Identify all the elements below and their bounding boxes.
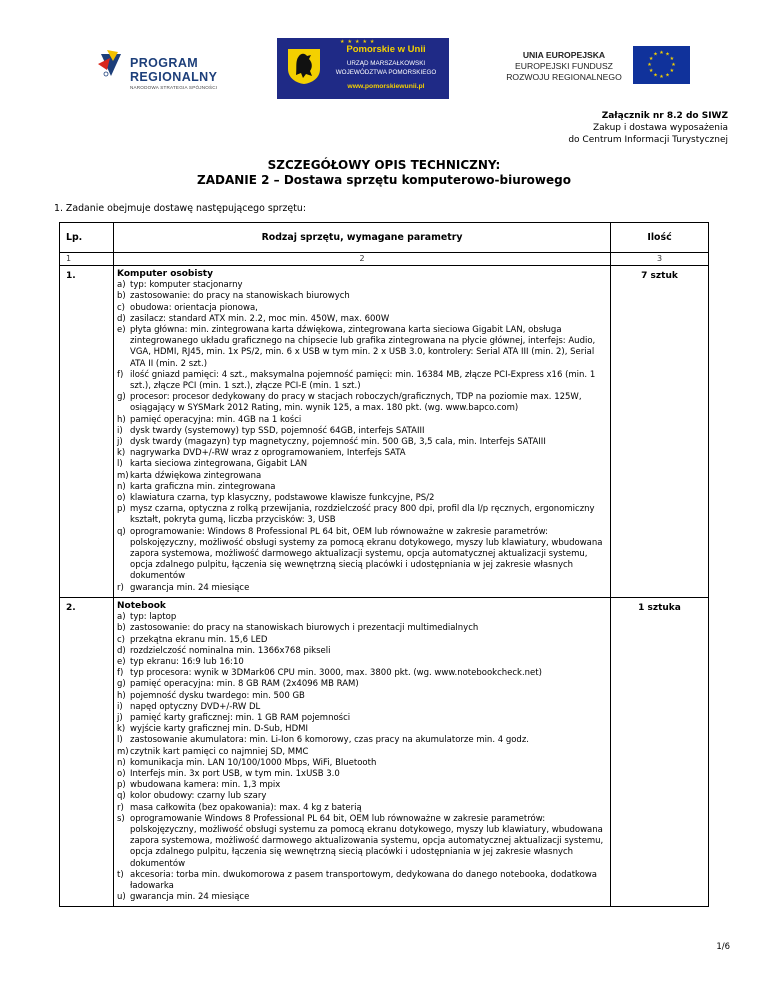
spec-list-item <box>117 314 606 325</box>
spec-text: wyjście karty graficznej min. D-Sub, HDMI <box>130 724 308 735</box>
spec-text: oprogramowanie Windows 8 Professional PL 64 bit, OEM lub równoważne w zakresie parametrów: polskojęzyczny, możliwość obsługi systemu za pomocą ekranu dotykowego, myszy lub klawiatury, wbudowana zapora systemowa, możliwość darmowego aktualizowania systemu, opcja automatycznej aktualizacji systemu, opcja zdalnego pulpitu, łączenia się wewnętrzną siecią placówki i udostępniania w jej zakresie własnych dokumentów <box>130 813 604 869</box>
program-line1: PROGRAM <box>130 56 199 70</box>
spec-marker: g) <box>117 392 126 403</box>
spec-marker: c) <box>117 302 125 313</box>
spec-marker: r) <box>117 802 124 813</box>
griffin-crest-icon <box>286 47 322 85</box>
equipment-table <box>59 222 709 907</box>
spec-text: zastosowanie: do pracy na stanowiskach biurowych <box>130 291 350 302</box>
spec-marker: l) <box>117 459 123 470</box>
spec-marker: g) <box>117 679 126 690</box>
spec-text: czytnik kart pamięci co najmniej SD, MMC <box>130 746 309 757</box>
spec-list-item <box>117 325 606 370</box>
spec-marker: m) <box>117 746 129 757</box>
spec-marker: r) <box>117 582 124 593</box>
spec-text: Interfejs min. 3x port USB, w tym min. 1xUSB 3.0 <box>130 768 340 779</box>
spec-list-item <box>117 583 606 594</box>
spec-list-item <box>117 814 606 870</box>
svg-text:★: ★ <box>647 62 652 68</box>
spec-list-item <box>117 504 606 526</box>
document-title <box>0 158 768 188</box>
spec-list-item <box>117 280 606 291</box>
spec-list-item <box>117 291 606 302</box>
spec-list-item <box>117 691 606 702</box>
header-lp: Lp. <box>60 223 114 253</box>
program-line3: NARODOWA STRATEGIA SPÓJNOŚCI <box>130 85 218 90</box>
spec-text: karta graficzna min. zintegrowana <box>130 481 276 492</box>
attachment-target: do Centrum Informacji Turystycznej <box>568 135 728 145</box>
spec-marker: i) <box>117 425 123 436</box>
spec-text: zastosowanie: do pracy na stanowiskach biurowych i prezentacji multimedialnych <box>130 623 479 634</box>
svg-text:★: ★ <box>659 50 664 56</box>
spec-text: gwarancja min. 24 miesiące <box>130 582 250 593</box>
eu-flag-icon <box>633 46 690 84</box>
spec-text: oprogramowanie: Windows 8 Professional PL 64 bit, OEM lub równoważne w zakresie parametrów: polskojęzyczny, możliwość obsługi systemy za pomocą ekranu dotykowego, myszy lub klawiatury, wbudowana zapora systemowa, możliwość darmowego aktualizacji systemu, opcja automatycznej aktualizacji systemu, opcja zdalnego pulpitu, łączenia się wewnętrzną siecią placówki i udostępniania w jej zakresie własnych dokumentów <box>130 526 603 582</box>
header-description: Rodzaj sprzętu, wymagane parametry <box>114 223 611 253</box>
column-number-1: 1 <box>60 253 114 266</box>
attachment-number: Załącznik nr 8.2 do SIWZ <box>601 111 728 121</box>
pomorskie-logo <box>277 38 449 99</box>
svg-text:★: ★ <box>648 56 654 62</box>
spec-marker: e) <box>117 325 126 336</box>
spec-marker: u) <box>117 892 126 903</box>
spec-text: pamięć operacyjna: min. 4GB na 1 kości <box>130 414 302 425</box>
svg-text:★: ★ <box>648 68 654 74</box>
spec-text: płyta główna: min. zintegrowana karta dźwiękowa, zintegrowana karta sieciowa Gigabit LAN, obsługa zintegrowanego układu graficznego na chipsecie lub grafika zintegrowana na płycie głównej, interfejs: Audio, VGA, HDMI, RJ45, min. 1x PS/2, min. 6 x USB w tym min. 2 x USB 3.0, kontrolery: Serial ATA III (min. 2), Serial ATA II (min. 2 szt.) <box>130 325 596 369</box>
row-description <box>114 597 611 906</box>
spec-list-item <box>117 303 606 314</box>
spec-text: pojemność dysku twardego: min. 500 GB <box>130 690 305 701</box>
svg-text:★: ★ <box>653 51 658 58</box>
spec-marker: k) <box>117 724 126 735</box>
spec-text: klawiatura czarna, typ klasyczny, podstawowe klawisze funkcyjne, PS/2 <box>130 493 435 504</box>
spec-marker: n) <box>117 757 126 768</box>
spec-marker: o) <box>117 768 126 779</box>
page-number: 1/6 <box>716 942 730 952</box>
pomorskie-url: www.pomorskiewunii.pl <box>347 83 425 90</box>
spec-text: typ: komputer stacjonarny <box>130 280 243 291</box>
spec-list-item <box>117 702 606 713</box>
spec-list-item <box>117 892 606 903</box>
spec-text: dysk twardy (systemowy) typ SSD, pojemność 64GB, interfejs SATAIII <box>130 425 425 436</box>
pomorskie-line2: WOJEWÓDZTWA POMORSKIEGO <box>335 69 437 76</box>
spec-list-item <box>117 646 606 657</box>
row-number: 2. <box>60 597 114 906</box>
spec-list-item <box>117 769 606 780</box>
spec-list-item <box>117 426 606 437</box>
spec-text: masa całkowita (bez opakowania): max. 4 kg z baterią <box>130 802 362 813</box>
spec-text: typ ekranu: 16:9 lub 16:10 <box>130 656 244 667</box>
eu-line1: UNIA EUROPEJSKA <box>522 50 606 60</box>
spec-marker: l) <box>117 735 123 746</box>
spec-list-item <box>117 747 606 758</box>
table-row <box>60 597 709 906</box>
spec-text: obudowa: orientacja pionowa, <box>130 302 258 313</box>
spec-list-item <box>117 623 606 634</box>
spec-marker: q) <box>117 526 126 537</box>
equipment-name: Komputer osobisty <box>117 269 213 279</box>
column-number-3: 3 <box>611 253 709 266</box>
column-number-2: 2 <box>114 253 611 266</box>
spec-marker: d) <box>117 313 126 324</box>
svg-text:★: ★ <box>671 62 676 68</box>
spec-text: dysk twardy (magazyn) typ magnetyczny, pojemność min. 500 GB, 3,5 cala, min. Interfejs SATAIII <box>130 437 546 448</box>
spec-marker: c) <box>117 634 125 645</box>
spec-marker: j) <box>117 437 123 448</box>
spec-marker: t) <box>117 869 124 880</box>
spec-text: karta sieciowa zintegrowana, Gigabit LAN <box>130 459 308 470</box>
spec-marker: s) <box>117 813 125 824</box>
spec-marker: f) <box>117 668 124 679</box>
spec-list <box>117 280 606 594</box>
svg-text:★: ★ <box>665 72 670 79</box>
spec-text: typ: laptop <box>130 612 177 623</box>
spec-text: wbudowana kamera: min. 1,3 mpix <box>130 780 281 791</box>
table-header-row <box>60 223 709 253</box>
spec-text: pamięć karty graficznej: min. 1 GB RAM pojemności <box>130 712 351 723</box>
spec-list-item <box>117 635 606 646</box>
row-quantity: 1 sztuka <box>611 597 709 906</box>
spec-list-item <box>117 713 606 724</box>
spec-text: zasilacz: standard ATX min. 2.2, moc min. 450W, max. 600W <box>130 313 390 324</box>
svg-text:★: ★ <box>659 74 664 80</box>
spec-text: typ procesora: wynik w 3DMark06 CPU min. 3000, max. 3800 pkt. (wg. www.notebookcheck.net) <box>130 668 542 679</box>
equipment-name: Notebook <box>117 600 166 611</box>
spec-marker: b) <box>117 291 126 302</box>
svg-text:★: ★ <box>665 51 670 58</box>
spec-list-item <box>117 437 606 448</box>
spec-list-item <box>117 415 606 426</box>
spec-list <box>117 612 606 903</box>
spec-list-item <box>117 612 606 623</box>
spec-text: mysz czarna, optyczna z rolką przewijania, rozdzielczość pracy 800 dpi, profil dla l/p ręcznych, ergonomiczny kształt, pokryta gumą, liczba przycisków: 3, USB <box>130 504 595 526</box>
attachment-block <box>568 110 728 146</box>
spec-text: gwarancja min. 24 miesiące <box>130 892 250 903</box>
spec-text: zastosowanie akumulatora: min. Li-Ion 6 komorowy, czas pracy na akumulatorze min. 4 godz. <box>130 735 529 746</box>
spec-list-item <box>117 482 606 493</box>
spec-list-item <box>117 870 606 892</box>
spec-marker: n) <box>117 481 126 492</box>
spec-text: rozdzielczość nominalna min. 1366x768 pikseli <box>130 645 331 656</box>
spec-text: ilość gniazd pamięci: 4 szt., maksymalna pojemność pamięci: min. 16384 MB, złącze PCI-Express x16 (min. 1 szt.), złącze PCI (min. 1 szt.), złącze PCI-E (min. 1 szt.) <box>130 369 596 392</box>
header-logos <box>98 38 688 100</box>
spec-list-item <box>117 471 606 482</box>
spec-list-item <box>117 724 606 735</box>
document-title-line1: SZCZEGÓŁOWY OPIS TECHNICZNY: <box>267 158 501 172</box>
spec-marker: a) <box>117 280 126 291</box>
spec-list-item <box>117 657 606 668</box>
spec-list-item <box>117 735 606 746</box>
spec-text: procesor: procesor dedykowany do pracy w stacjach roboczych/graficznych, TDP na poziomie max. 125W, osiągający w SYSMark 2012 Rating, min. wynik 125, a max. 180 pkt. (wg. www.bapco.com) <box>130 392 582 414</box>
spec-text: nagrywarka DVD+/-RW wraz z oprogramowaniem, Interfejs SATA <box>130 448 406 459</box>
pomorskie-stars-icon: ★★★★★ <box>340 39 378 45</box>
spec-marker: a) <box>117 612 126 623</box>
document-title-line2: ZADANIE 2 – Dostawa sprzętu komputerowo-biurowego <box>197 173 571 187</box>
svg-text:★: ★ <box>653 72 658 79</box>
svg-text:★: ★ <box>669 56 675 62</box>
intro-text: 1. Zadanie obejmuje dostawę następującego sprzętu: <box>54 203 306 214</box>
row-quantity: 7 sztuk <box>611 266 709 598</box>
spec-marker: d) <box>117 645 126 656</box>
spec-list-item <box>117 370 606 392</box>
program-regionalny-mark-icon <box>98 50 124 80</box>
spec-list-item <box>117 459 606 470</box>
program-line2: REGIONALNY <box>130 70 218 84</box>
spec-marker: h) <box>117 690 126 701</box>
spec-text: akcesoria: torba min. dwukomorowa z pasem transportowym, dedykowana do danego notebooka, dodatkowa ładowarka <box>130 869 598 891</box>
table-column-number-row <box>60 253 709 266</box>
eu-fund-text <box>500 50 628 83</box>
pomorskie-line1: URZĄD MARSZAŁKOWSKI <box>346 60 426 67</box>
header-quantity: Ilość <box>611 223 709 253</box>
spec-list-item <box>117 527 606 583</box>
attachment-subject: Zakup i dostawa wyposażenia <box>592 123 728 133</box>
spec-marker: b) <box>117 623 126 634</box>
spec-marker: m) <box>117 470 129 481</box>
spec-list-item <box>117 780 606 791</box>
spec-list-item <box>117 679 606 690</box>
spec-text: przekątna ekranu min. 15,6 LED <box>130 634 268 645</box>
spec-marker: h) <box>117 414 126 425</box>
pomorskie-title: Pomorskie w Unii <box>346 44 426 55</box>
eu-line3: ROZWOJU REGIONALNEGO <box>506 72 622 82</box>
spec-list-item <box>117 803 606 814</box>
table-row <box>60 266 709 598</box>
spec-marker: e) <box>117 656 126 667</box>
spec-marker: o) <box>117 493 126 504</box>
spec-text: komunikacja min. LAN 10/100/1000 Mbps, WiFi, Bluetooth <box>130 757 377 768</box>
spec-list-item <box>117 791 606 802</box>
spec-marker: f) <box>117 369 124 380</box>
program-regionalny-logo <box>98 42 248 98</box>
row-number: 1. <box>60 266 114 598</box>
svg-text:★: ★ <box>669 68 675 74</box>
row-description <box>114 266 611 598</box>
spec-list-item <box>117 392 606 414</box>
spec-marker: j) <box>117 712 123 723</box>
spec-text: napęd optyczny DVD+/-RW DL <box>130 701 261 712</box>
spec-list-item <box>117 448 606 459</box>
spec-marker: p) <box>117 780 126 791</box>
spec-marker: p) <box>117 504 126 515</box>
eu-line2: EUROPEJSKI FUNDUSZ <box>515 61 613 71</box>
spec-text: karta dźwiękowa zintegrowana <box>130 470 262 481</box>
spec-text: pamięć operacyjna: min. 8 GB RAM (2x4096 MB RAM) <box>130 679 359 690</box>
spec-marker: q) <box>117 791 126 802</box>
spec-list-item <box>117 493 606 504</box>
spec-list-item <box>117 758 606 769</box>
spec-text: kolor obudowy: czarny lub szary <box>130 791 267 802</box>
spec-list-item <box>117 668 606 679</box>
spec-marker: k) <box>117 448 126 459</box>
spec-marker: i) <box>117 701 123 712</box>
